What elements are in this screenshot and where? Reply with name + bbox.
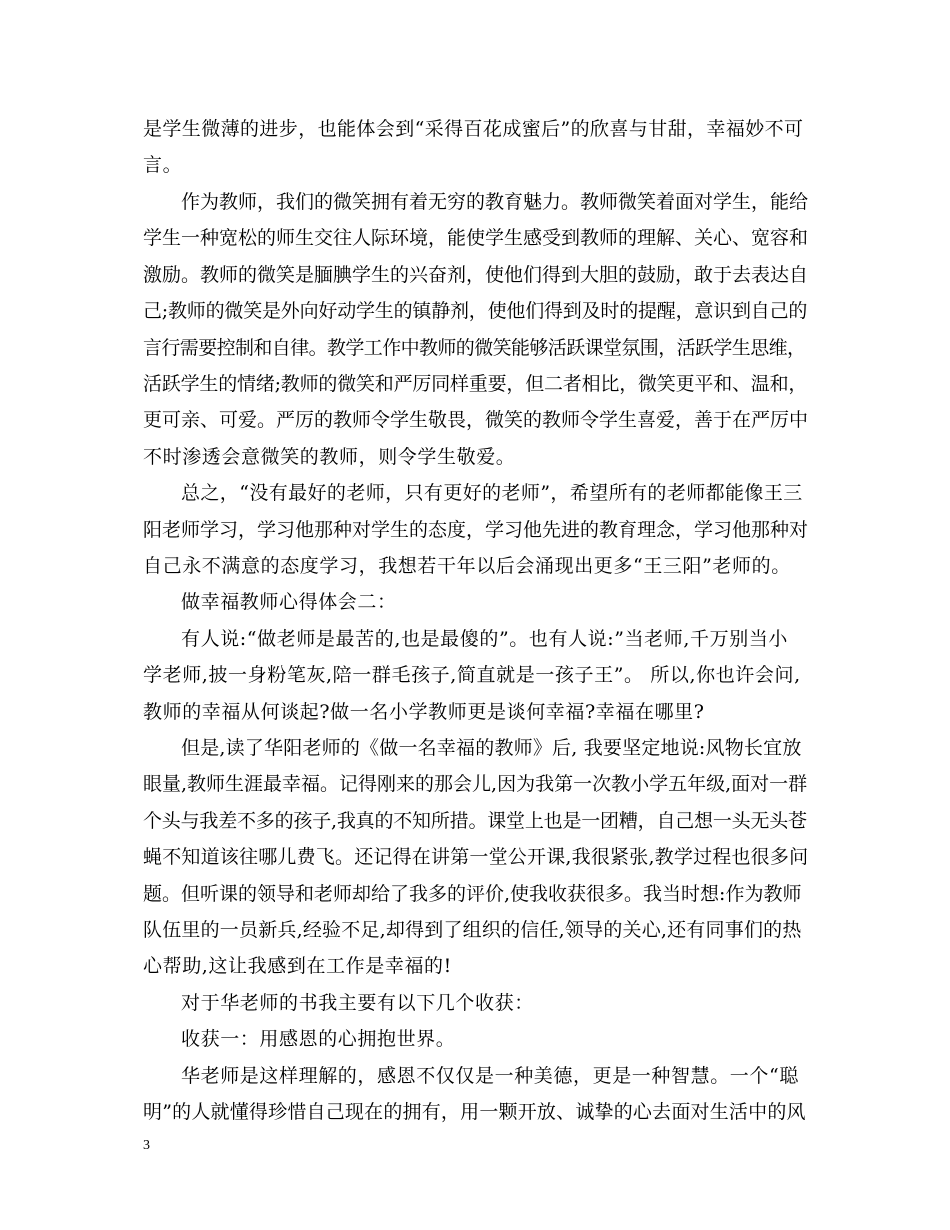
text-line: 言。 <box>143 154 183 176</box>
text-line: 对于华老师的书我主要有以下几个收获： <box>181 992 534 1014</box>
text-line: 题。但听课的领导和老师却给了我多的评价,使我收获很多。我当时想:作为教师 <box>143 883 802 905</box>
section-heading: 做幸福教师心得体会二： <box>181 591 397 613</box>
text-line: 收获一：用感恩的心拥抱世界。 <box>181 1028 456 1050</box>
text-line: 不时渗透会意微笑的教师，则令学生敬爱。 <box>143 446 516 468</box>
page-number: 3 <box>143 1138 150 1153</box>
text-line: 激励。教师的微笑是腼腆学生的兴奋剂，使他们得到大胆的鼓励，敢于去表达自 <box>143 264 809 286</box>
text-line: 心帮助,这让我感到在工作是幸福的! <box>143 955 452 977</box>
text-line: 教师的幸福从何谈起?做一名小学教师更是谈何幸福?幸福在哪里? <box>143 701 705 723</box>
text-line: 明”的人就懂得珍惜自己现在的拥有，用一颗开放、诚挚的心去面对生活中的风 <box>143 1101 806 1123</box>
text-line: 总之，“没有最好的老师，只有更好的老师”，希望所有的老师都能像王三 <box>181 482 803 504</box>
text-line: 但是,读了华阳老师的《做一名幸福的教师》后, 我要坚定地说:风物长宜放 <box>181 737 802 759</box>
text-line: 活跃学生的情绪;教师的微笑和严厉同样重要，但二者相比，微笑更平和、温和， <box>143 373 808 395</box>
text-line: 队伍里的一员新兵,经验不足,却得到了组织的信任,领导的关心,还有同事们的热 <box>143 919 802 941</box>
text-line: 作为教师，我们的微笑拥有着无穷的教育魅力。教师微笑着面对学生，能给 <box>181 191 809 213</box>
text-line: 己;教师的微笑是外向好动学生的镇静剂，使他们得到及时的提醒，意识到自己的 <box>143 300 808 322</box>
text-line: 更可亲、可爱。严厉的教师令学生敬畏，微笑的教师令学生喜爱，善于在严厉中 <box>143 409 809 431</box>
text-line: 眼量,教师生涯最幸福。记得刚来的那会儿,因为我第一次教小学五年级,面对一群 <box>143 773 808 795</box>
text-line: 华老师是这样理解的，感恩不仅仅是一种美德，更是一种智慧。一个“聪 <box>181 1065 799 1087</box>
text-line: 有人说:“做老师是最苦的,也是最傻的”。也有人说:”当老师,千万别当小 <box>181 628 789 650</box>
text-line: 学老师,披一身粉笔灰,陪一群毛孩子,简直就是一孩子王”。 所以,你也许会问, <box>143 664 801 686</box>
text-line: 个头与我差不多的孩子,我真的不知所措。课堂上也是一团糟，自己想一头无头苍 <box>143 810 807 832</box>
text-line: 是学生微薄的进步，也能体会到“采得百花成蜜后”的欣喜与甘甜，幸福妙不可 <box>143 118 804 140</box>
text-line: 蝇不知道该往哪儿费飞。还记得在讲第一堂公开课,我很紧张,教学过程也很多问 <box>143 846 809 868</box>
text-line: 自己永不满意的态度学习，我想若干年以后会涌现出更多“王三阳”老师的。 <box>143 555 791 577</box>
text-line: 阳老师学习，学习他那种对学生的态度，学习他先进的教育理念，学习他那种对 <box>143 519 809 541</box>
text-line: 学生一种宽松的师生交往人际环境，能使学生感受到教师的理解、关心、宽容和 <box>143 227 809 249</box>
text-line: 言行需要控制和自律。教学工作中教师的微笑能够活跃课堂氛围，活跃学生思维， <box>143 337 806 359</box>
